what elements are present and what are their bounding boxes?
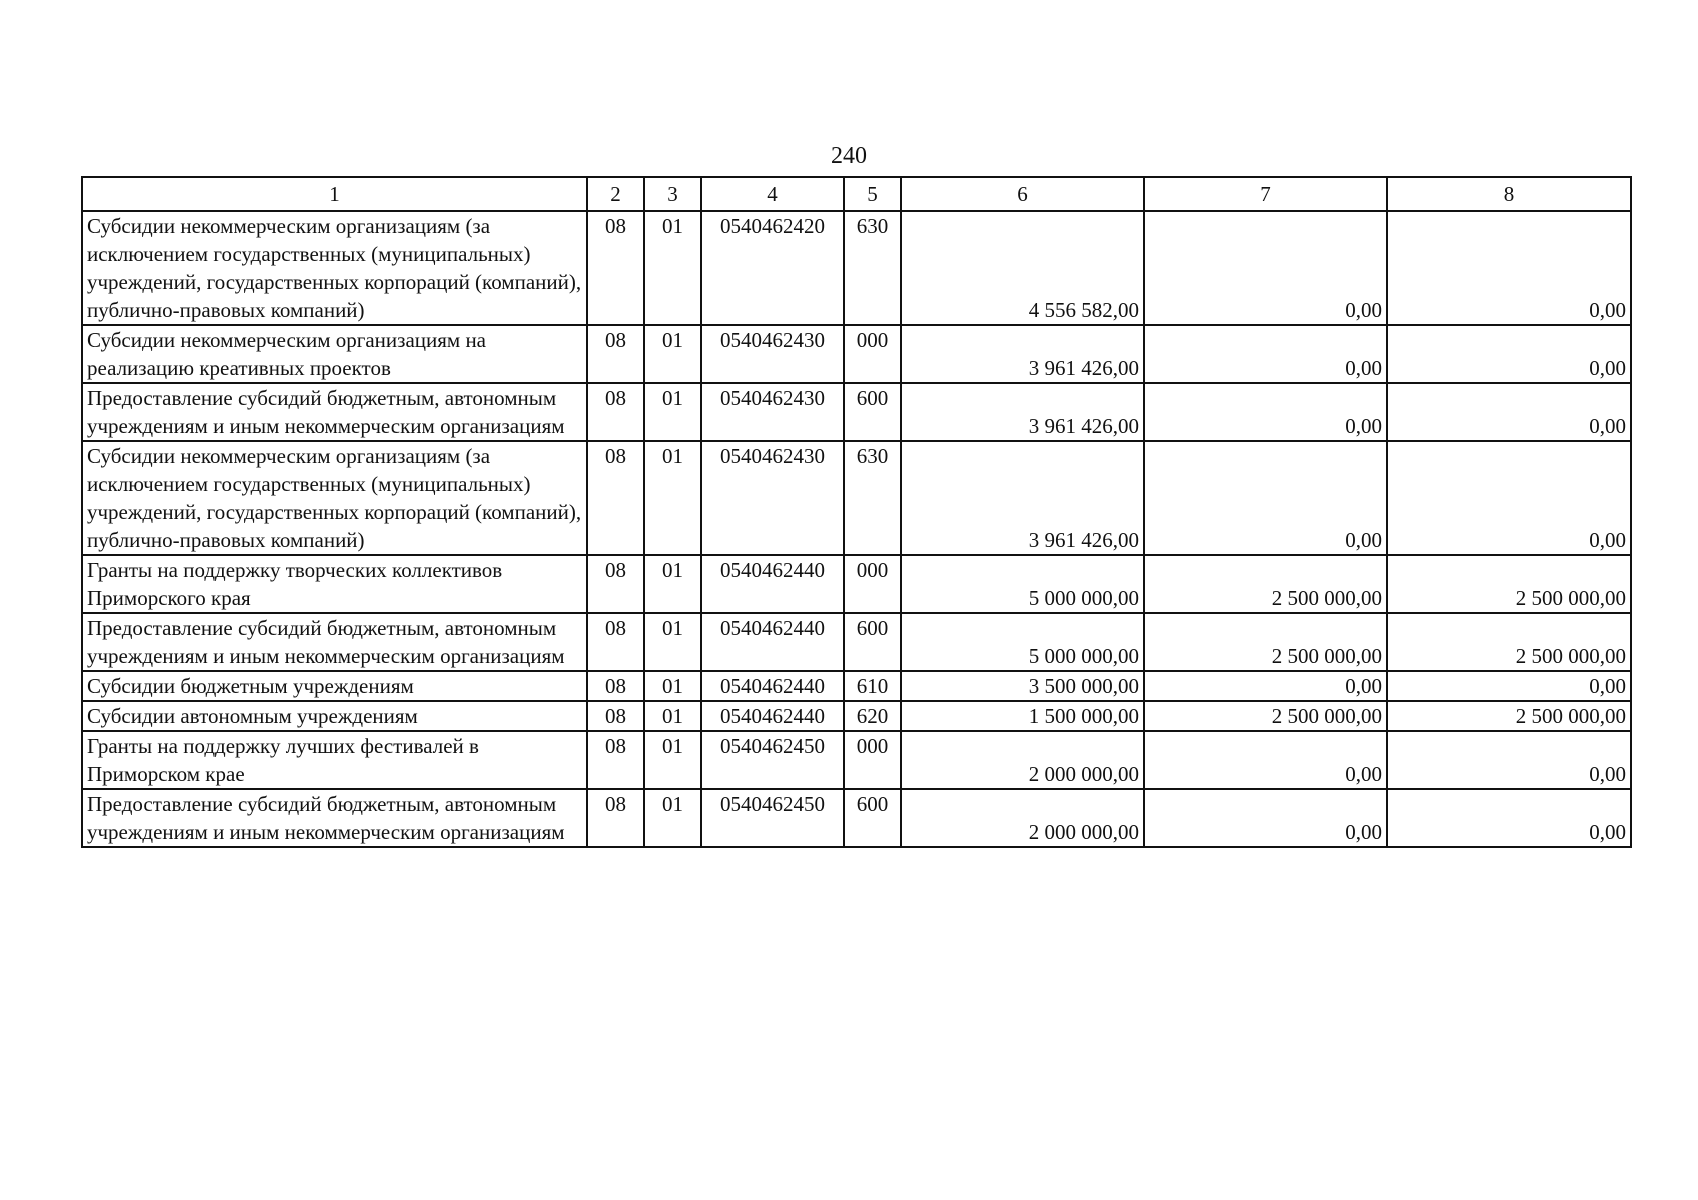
target-article-code: 0540462440 [701,671,844,701]
row-name: Предоставление субсидий бюджетным, автономным учреждениям и иным некоммерческим организациям [82,613,587,671]
target-article-code: 0540462430 [701,441,844,555]
row-name: Гранты на поддержку лучших фестивалей в Приморском крае [82,731,587,789]
table-row [82,325,1631,383]
amount-col7: 0,00 [1144,671,1387,701]
table-row [82,441,1631,555]
section-code: 08 [587,731,644,789]
page-number: 240 [831,143,867,169]
row-name: Предоставление субсидий бюджетным, автономным учреждениям и иным некоммерческим организациям [82,789,587,847]
header-cell: 5 [844,177,901,211]
amount-col7: 2 500 000,00 [1144,555,1387,613]
amount-col8: 2 500 000,00 [1387,613,1631,671]
amount-col6: 1 500 000,00 [901,701,1144,731]
amount-col6: 3 961 426,00 [901,441,1144,555]
amount-col8: 0,00 [1387,211,1631,325]
amount-col6: 2 000 000,00 [901,731,1144,789]
amount-col7: 0,00 [1144,325,1387,383]
amount-col7: 2 500 000,00 [1144,613,1387,671]
budget-table [81,176,1632,848]
target-article-code: 0540462430 [701,325,844,383]
section-code: 08 [587,325,644,383]
expense-type-code: 600 [844,613,901,671]
amount-col7: 0,00 [1144,731,1387,789]
header-row [82,177,1631,211]
section-code: 08 [587,671,644,701]
subsection-code: 01 [644,731,701,789]
expense-type-code: 000 [844,731,901,789]
amount-col8: 2 500 000,00 [1387,555,1631,613]
header-cell: 1 [82,177,587,211]
table-row [82,789,1631,847]
amount-col7: 0,00 [1144,383,1387,441]
amount-col6: 3 961 426,00 [901,325,1144,383]
subsection-code: 01 [644,701,701,731]
section-code: 08 [587,613,644,671]
row-name: Субсидии некоммерческим организациям (за исключением государственных (муниципальных) учреждений, государственных корпораций (компаний), публично-правовых компаний) [82,441,587,555]
amount-col6: 4 556 582,00 [901,211,1144,325]
target-article-code: 0540462450 [701,731,844,789]
table-row [82,383,1631,441]
table-row [82,731,1631,789]
amount-col6: 3 961 426,00 [901,383,1144,441]
row-name: Предоставление субсидий бюджетным, автономным учреждениям и иным некоммерческим организациям [82,383,587,441]
amount-col8: 0,00 [1387,731,1631,789]
target-article-code: 0540462420 [701,211,844,325]
amount-col7: 0,00 [1144,441,1387,555]
amount-col8: 0,00 [1387,789,1631,847]
target-article-code: 0540462440 [701,701,844,731]
header-cell: 3 [644,177,701,211]
expense-type-code: 000 [844,555,901,613]
amount-col8: 0,00 [1387,671,1631,701]
expense-type-code: 630 [844,441,901,555]
amount-col6: 2 000 000,00 [901,789,1144,847]
section-code: 08 [587,701,644,731]
expense-type-code: 600 [844,789,901,847]
section-code: 08 [587,555,644,613]
target-article-code: 0540462440 [701,555,844,613]
amount-col7: 0,00 [1144,211,1387,325]
amount-col6: 5 000 000,00 [901,555,1144,613]
amount-col8: 0,00 [1387,383,1631,441]
table-row [82,555,1631,613]
row-name: Субсидии бюджетным учреждениям [82,671,587,701]
section-code: 08 [587,383,644,441]
table-row [82,701,1631,731]
row-name: Субсидии автономным учреждениям [82,701,587,731]
amount-col8: 2 500 000,00 [1387,701,1631,731]
subsection-code: 01 [644,441,701,555]
subsection-code: 01 [644,613,701,671]
expense-type-code: 000 [844,325,901,383]
target-article-code: 0540462450 [701,789,844,847]
subsection-code: 01 [644,211,701,325]
amount-col6: 5 000 000,00 [901,613,1144,671]
subsection-code: 01 [644,671,701,701]
table-row [82,613,1631,671]
target-article-code: 0540462440 [701,613,844,671]
row-name: Субсидии некоммерческим организациям на реализацию креативных проектов [82,325,587,383]
section-code: 08 [587,211,644,325]
header-cell: 8 [1387,177,1631,211]
amount-col7: 2 500 000,00 [1144,701,1387,731]
row-name: Субсидии некоммерческим организациям (за исключением государственных (муниципальных) учреждений, государственных корпораций (компаний), публично-правовых компаний) [82,211,587,325]
target-article-code: 0540462430 [701,383,844,441]
section-code: 08 [587,441,644,555]
header-cell: 6 [901,177,1144,211]
subsection-code: 01 [644,555,701,613]
header-cell: 7 [1144,177,1387,211]
subsection-code: 01 [644,383,701,441]
amount-col8: 0,00 [1387,441,1631,555]
amount-col8: 0,00 [1387,325,1631,383]
header-cell: 2 [587,177,644,211]
amount-col6: 3 500 000,00 [901,671,1144,701]
expense-type-code: 600 [844,383,901,441]
expense-type-code: 620 [844,701,901,731]
section-code: 08 [587,789,644,847]
row-name: Гранты на поддержку творческих коллективов Приморского края [82,555,587,613]
subsection-code: 01 [644,325,701,383]
table-row [82,671,1631,701]
expense-type-code: 610 [844,671,901,701]
header-cell: 4 [701,177,844,211]
expense-type-code: 630 [844,211,901,325]
amount-col7: 0,00 [1144,789,1387,847]
subsection-code: 01 [644,789,701,847]
table-row [82,211,1631,325]
